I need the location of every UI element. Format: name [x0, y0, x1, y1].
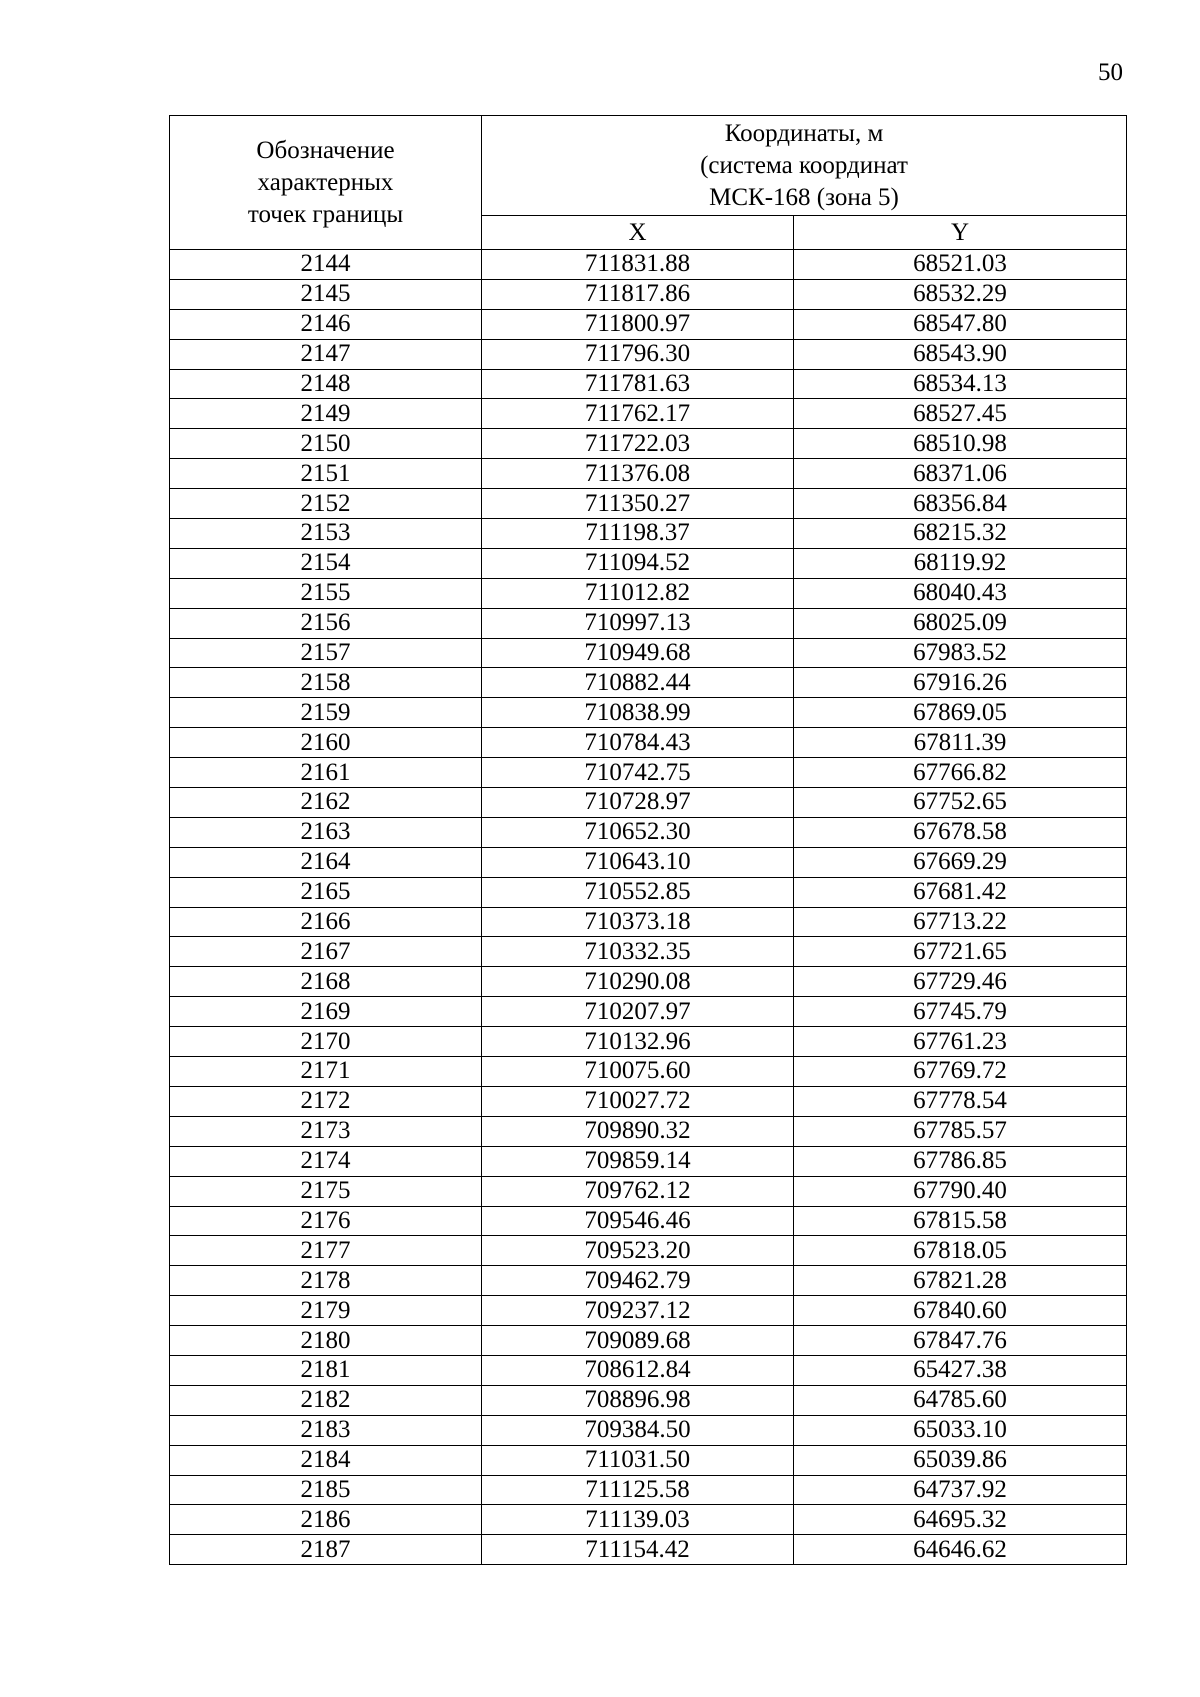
point-id-cell: 2178 — [170, 1266, 482, 1296]
x-coordinate-cell: 710373.18 — [482, 907, 794, 937]
y-coordinate-cell: 67785.57 — [794, 1116, 1127, 1146]
y-coordinate-cell: 67840.60 — [794, 1296, 1127, 1326]
y-coordinate-cell: 68119.92 — [794, 548, 1127, 578]
table-row — [170, 1385, 1127, 1415]
table-row — [170, 309, 1127, 339]
y-coordinate-cell: 67678.58 — [794, 817, 1127, 847]
table-row — [170, 1116, 1127, 1146]
x-coordinate-cell: 710838.99 — [482, 698, 794, 728]
table-row — [170, 1535, 1127, 1565]
table-row — [170, 638, 1127, 668]
point-id-cell: 2166 — [170, 907, 482, 937]
y-coordinate-cell: 67869.05 — [794, 698, 1127, 728]
table-row — [170, 997, 1127, 1027]
point-id-cell: 2169 — [170, 997, 482, 1027]
point-id-cell: 2183 — [170, 1415, 482, 1445]
point-id-cell: 2146 — [170, 309, 482, 339]
point-id-cell: 2168 — [170, 967, 482, 997]
y-coordinate-cell: 67916.26 — [794, 668, 1127, 698]
coordinates-header-line: Координаты, м — [724, 119, 884, 147]
table-header — [170, 116, 1127, 250]
x-coordinate-cell: 708612.84 — [482, 1355, 794, 1385]
x-coordinate-cell: 709890.32 — [482, 1116, 794, 1146]
point-id-cell: 2159 — [170, 698, 482, 728]
table-row — [170, 788, 1127, 818]
x-coordinate-cell: 710207.97 — [482, 997, 794, 1027]
table-row — [170, 877, 1127, 907]
point-id-cell: 2156 — [170, 608, 482, 638]
x-coordinate-cell: 710075.60 — [482, 1057, 794, 1087]
point-id-cell: 2163 — [170, 817, 482, 847]
y-coordinate-cell: 67769.72 — [794, 1057, 1127, 1087]
x-coordinate-cell: 710332.35 — [482, 937, 794, 967]
point-id-cell: 2150 — [170, 429, 482, 459]
y-coordinate-cell: 68547.80 — [794, 309, 1127, 339]
x-coordinate-cell: 710949.68 — [482, 638, 794, 668]
point-id-cell: 2151 — [170, 459, 482, 489]
y-coordinate-cell: 67729.46 — [794, 967, 1127, 997]
y-coordinate-cell: 67983.52 — [794, 638, 1127, 668]
point-id-cell: 2161 — [170, 758, 482, 788]
point-id-cell: 2181 — [170, 1355, 482, 1385]
x-coordinate-cell: 710728.97 — [482, 788, 794, 818]
point-id-cell: 2174 — [170, 1146, 482, 1176]
table-row — [170, 578, 1127, 608]
x-column-header: X — [482, 216, 794, 250]
table-row — [170, 1296, 1127, 1326]
coordinates-header — [482, 116, 1127, 216]
y-coordinate-cell: 67815.58 — [794, 1206, 1127, 1236]
table-row — [170, 937, 1127, 967]
point-id-cell: 2153 — [170, 519, 482, 549]
x-coordinate-cell: 710290.08 — [482, 967, 794, 997]
x-coordinate-cell: 710997.13 — [482, 608, 794, 638]
y-coordinate-cell: 65427.38 — [794, 1355, 1127, 1385]
y-coordinate-cell: 67766.82 — [794, 758, 1127, 788]
y-coordinate-cell: 64695.32 — [794, 1505, 1127, 1535]
x-coordinate-cell: 710132.96 — [482, 1027, 794, 1057]
y-coordinate-cell: 67821.28 — [794, 1266, 1127, 1296]
point-id-cell: 2147 — [170, 339, 482, 369]
table-row — [170, 399, 1127, 429]
point-id-cell: 2179 — [170, 1296, 482, 1326]
table-row — [170, 1266, 1127, 1296]
y-coordinate-cell: 68543.90 — [794, 339, 1127, 369]
point-id-cell: 2149 — [170, 399, 482, 429]
x-coordinate-cell: 710652.30 — [482, 817, 794, 847]
table-row — [170, 369, 1127, 399]
point-id-cell: 2148 — [170, 369, 482, 399]
table-row — [170, 1146, 1127, 1176]
table-row — [170, 1505, 1127, 1535]
x-coordinate-cell: 711350.27 — [482, 489, 794, 519]
x-coordinate-cell: 710742.75 — [482, 758, 794, 788]
table-row — [170, 548, 1127, 578]
y-coordinate-cell: 67713.22 — [794, 907, 1127, 937]
x-coordinate-cell: 711722.03 — [482, 429, 794, 459]
table-row — [170, 698, 1127, 728]
table-row — [170, 1057, 1127, 1087]
table-row — [170, 847, 1127, 877]
table-row — [170, 967, 1127, 997]
point-id-cell: 2184 — [170, 1445, 482, 1475]
x-coordinate-cell: 711012.82 — [482, 578, 794, 608]
y-coordinate-cell: 68215.32 — [794, 519, 1127, 549]
point-id-cell: 2172 — [170, 1086, 482, 1116]
designation-header-line: характерных — [257, 168, 394, 196]
x-coordinate-cell: 711376.08 — [482, 459, 794, 489]
table-row — [170, 250, 1127, 280]
y-column-header: Y — [794, 216, 1127, 250]
point-id-cell: 2152 — [170, 489, 482, 519]
point-id-cell: 2177 — [170, 1236, 482, 1266]
x-coordinate-cell: 709462.79 — [482, 1266, 794, 1296]
x-coordinate-cell: 711031.50 — [482, 1445, 794, 1475]
point-id-cell: 2176 — [170, 1206, 482, 1236]
y-coordinate-cell: 67818.05 — [794, 1236, 1127, 1266]
table-row — [170, 1475, 1127, 1505]
point-id-cell: 2170 — [170, 1027, 482, 1057]
coordinates-table — [169, 115, 1127, 1565]
x-coordinate-cell: 709523.20 — [482, 1236, 794, 1266]
y-coordinate-cell: 67761.23 — [794, 1027, 1127, 1057]
x-coordinate-cell: 711800.97 — [482, 309, 794, 339]
y-coordinate-cell: 67681.42 — [794, 877, 1127, 907]
y-coordinate-cell: 64785.60 — [794, 1385, 1127, 1415]
point-id-cell: 2164 — [170, 847, 482, 877]
point-id-cell: 2160 — [170, 728, 482, 758]
page-number: 50 — [1098, 59, 1123, 86]
table-row — [170, 1086, 1127, 1116]
point-id-cell: 2173 — [170, 1116, 482, 1146]
table-row — [170, 1176, 1127, 1206]
table-row — [170, 1027, 1127, 1057]
x-coordinate-cell: 709237.12 — [482, 1296, 794, 1326]
y-coordinate-cell: 68532.29 — [794, 279, 1127, 309]
point-id-cell: 2180 — [170, 1326, 482, 1356]
table-row — [170, 668, 1127, 698]
table-row — [170, 1355, 1127, 1385]
table-row — [170, 758, 1127, 788]
point-id-cell: 2144 — [170, 250, 482, 280]
table-row — [170, 279, 1127, 309]
table-row — [170, 817, 1127, 847]
y-coordinate-cell: 67778.54 — [794, 1086, 1127, 1116]
coordinates-header-line: МСК-168 (зона 5) — [709, 183, 899, 211]
x-coordinate-cell: 708896.98 — [482, 1385, 794, 1415]
table-row — [170, 1326, 1127, 1356]
x-coordinate-cell: 709384.50 — [482, 1415, 794, 1445]
designation-header-line: Обозначение — [256, 136, 395, 164]
point-id-cell: 2157 — [170, 638, 482, 668]
table-row — [170, 1445, 1127, 1475]
point-id-cell: 2165 — [170, 877, 482, 907]
table-row — [170, 459, 1127, 489]
x-coordinate-cell: 709762.12 — [482, 1176, 794, 1206]
y-coordinate-cell: 64737.92 — [794, 1475, 1127, 1505]
coordinates-header-line: (система координат — [700, 151, 908, 179]
designation-header-line: точек границы — [247, 200, 404, 228]
table-body — [170, 250, 1127, 1565]
y-coordinate-cell: 67847.76 — [794, 1326, 1127, 1356]
y-coordinate-cell: 67745.79 — [794, 997, 1127, 1027]
table-row — [170, 489, 1127, 519]
x-coordinate-cell: 710027.72 — [482, 1086, 794, 1116]
y-coordinate-cell: 67790.40 — [794, 1176, 1127, 1206]
x-coordinate-cell: 709546.46 — [482, 1206, 794, 1236]
table-row — [170, 728, 1127, 758]
x-coordinate-cell: 709089.68 — [482, 1326, 794, 1356]
x-coordinate-cell: 710784.43 — [482, 728, 794, 758]
x-coordinate-cell: 711796.30 — [482, 339, 794, 369]
y-coordinate-cell: 68510.98 — [794, 429, 1127, 459]
y-coordinate-cell: 68025.09 — [794, 608, 1127, 638]
table-row — [170, 907, 1127, 937]
x-coordinate-cell: 711817.86 — [482, 279, 794, 309]
y-coordinate-cell: 68534.13 — [794, 369, 1127, 399]
point-id-cell: 2175 — [170, 1176, 482, 1206]
table-row — [170, 519, 1127, 549]
y-coordinate-cell: 67811.39 — [794, 728, 1127, 758]
table-row — [170, 429, 1127, 459]
point-id-cell: 2158 — [170, 668, 482, 698]
point-id-cell: 2182 — [170, 1385, 482, 1415]
designation-header — [170, 116, 482, 250]
point-id-cell: 2167 — [170, 937, 482, 967]
x-coordinate-cell: 710552.85 — [482, 877, 794, 907]
point-id-cell: 2155 — [170, 578, 482, 608]
table-row — [170, 1206, 1127, 1236]
y-coordinate-cell: 68371.06 — [794, 459, 1127, 489]
x-coordinate-cell: 711094.52 — [482, 548, 794, 578]
table-row — [170, 1236, 1127, 1266]
table-row — [170, 608, 1127, 638]
point-id-cell: 2145 — [170, 279, 482, 309]
y-coordinate-cell: 64646.62 — [794, 1535, 1127, 1565]
y-coordinate-cell: 68527.45 — [794, 399, 1127, 429]
y-coordinate-cell: 67752.65 — [794, 788, 1127, 818]
point-id-cell: 2171 — [170, 1057, 482, 1087]
point-id-cell: 2187 — [170, 1535, 482, 1565]
y-coordinate-cell: 67669.29 — [794, 847, 1127, 877]
x-coordinate-cell: 711154.42 — [482, 1535, 794, 1565]
y-coordinate-cell: 68356.84 — [794, 489, 1127, 519]
x-coordinate-cell: 711781.63 — [482, 369, 794, 399]
table-row — [170, 339, 1127, 369]
y-coordinate-cell: 68040.43 — [794, 578, 1127, 608]
x-coordinate-cell: 711139.03 — [482, 1505, 794, 1535]
x-coordinate-cell: 710643.10 — [482, 847, 794, 877]
y-coordinate-cell: 65033.10 — [794, 1415, 1127, 1445]
y-coordinate-cell: 67786.85 — [794, 1146, 1127, 1176]
point-id-cell: 2154 — [170, 548, 482, 578]
point-id-cell: 2185 — [170, 1475, 482, 1505]
point-id-cell: 2186 — [170, 1505, 482, 1535]
x-coordinate-cell: 711125.58 — [482, 1475, 794, 1505]
x-coordinate-cell: 709859.14 — [482, 1146, 794, 1176]
table-row — [170, 1415, 1127, 1445]
x-coordinate-cell: 711831.88 — [482, 250, 794, 280]
x-coordinate-cell: 711762.17 — [482, 399, 794, 429]
x-coordinate-cell: 710882.44 — [482, 668, 794, 698]
y-coordinate-cell: 68521.03 — [794, 250, 1127, 280]
y-coordinate-cell: 67721.65 — [794, 937, 1127, 967]
point-id-cell: 2162 — [170, 788, 482, 818]
y-coordinate-cell: 65039.86 — [794, 1445, 1127, 1475]
x-coordinate-cell: 711198.37 — [482, 519, 794, 549]
